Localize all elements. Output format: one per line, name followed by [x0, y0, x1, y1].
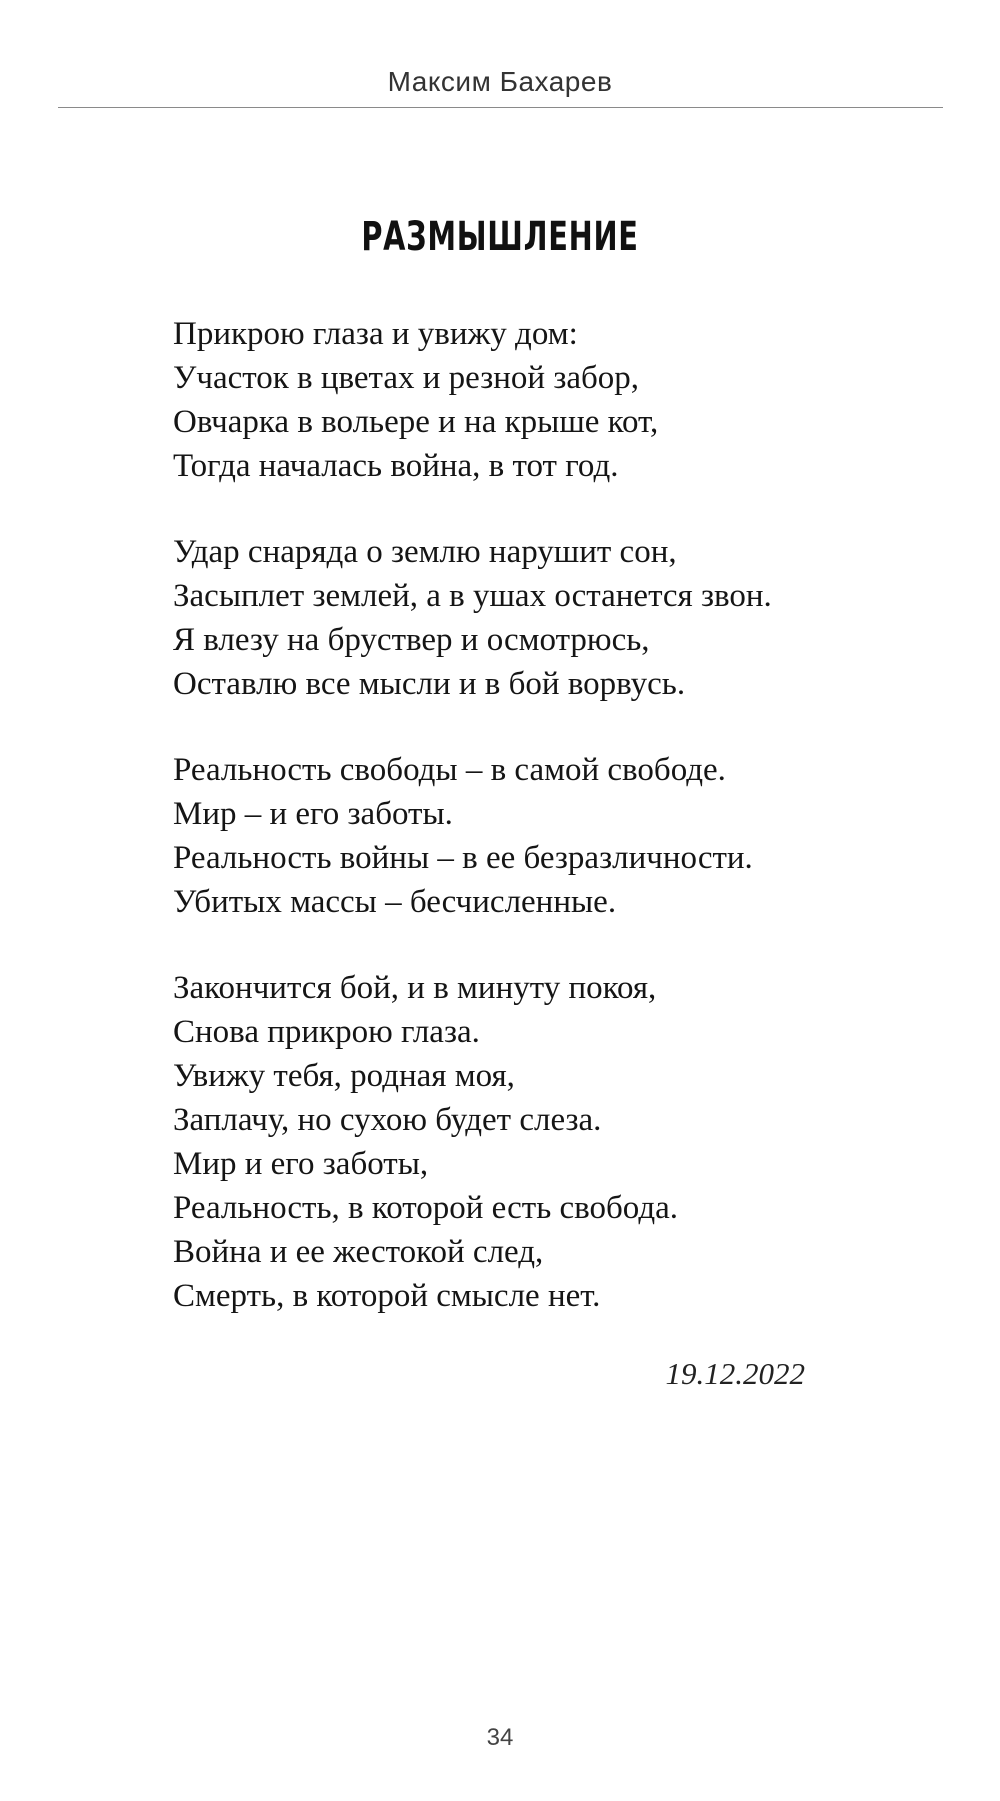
- poem-line: Тогда началась война, в тот год.: [173, 448, 619, 484]
- poem-line: Закончится бой, и в минуту покоя,: [173, 970, 657, 1006]
- poem-line: Засыплет землей, а в ушах останется звон.: [173, 578, 772, 614]
- page-number: 34: [486, 1724, 514, 1751]
- poem-line: Заплачу, но сухою будет слеза.: [173, 1102, 602, 1138]
- poem-line: Снова прикрою глаза.: [173, 1014, 480, 1050]
- poem-line: Мир – и его заботы.: [173, 796, 453, 832]
- poem-line: Реальность, в которой есть свобода.: [173, 1190, 679, 1226]
- stanza: [173, 748, 953, 924]
- poem-line: Убитых массы – бесчисленные.: [173, 884, 617, 920]
- poem-body: [173, 312, 953, 1360]
- poem-line: Прикрою глаза и увижу дом:: [173, 316, 578, 352]
- poem-line: Участок в цветах и резной забор,: [173, 360, 640, 396]
- poem-line: Овчарка в вольере и на крыше кот,: [173, 404, 659, 440]
- poem-line: Удар снаряда о землю нарушит сон,: [173, 534, 677, 570]
- stanza: [173, 312, 953, 488]
- poem-line: Реальность свободы – в самой свободе.: [173, 752, 726, 788]
- header-divider: [58, 107, 943, 108]
- poem-line: Война и ее жестокой след,: [173, 1234, 544, 1270]
- stanza: [173, 530, 953, 706]
- poem-line: Смерть, в которой смысле нет.: [173, 1278, 601, 1314]
- poem-line: Я влезу на бруствер и осмотрюсь,: [173, 622, 650, 658]
- poem-title: РАЗМЫШЛЕНИЕ: [361, 214, 639, 260]
- running-head-author: Максим Бахарев: [387, 66, 613, 97]
- stanza: [173, 966, 953, 1318]
- poem-line: Мир и его заботы,: [173, 1146, 429, 1182]
- poem-line: Увижу тебя, родная моя,: [173, 1058, 515, 1094]
- poem-line: Оставлю все мысли и в бой ворвусь.: [173, 666, 686, 702]
- poem-line: Реальность войны – в ее безразличности.: [173, 840, 753, 876]
- poem-date: 19.12.2022: [665, 1356, 805, 1391]
